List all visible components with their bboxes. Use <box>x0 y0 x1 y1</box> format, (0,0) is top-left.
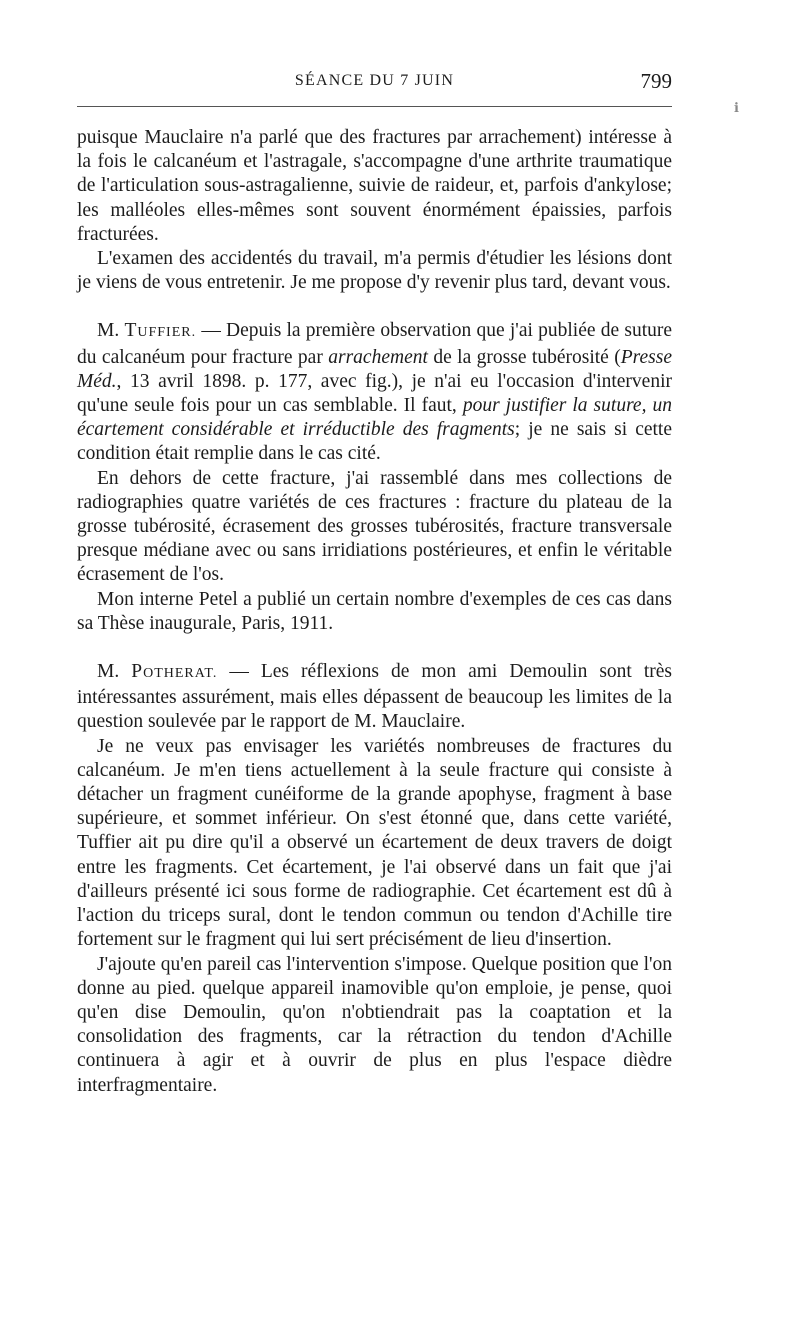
italic-citation: Presse Méd. <box>77 346 672 392</box>
paragraph-4: En dehors de cette fracture, j'ai rassemblé dans mes collections de radiographies quatre variétés de ces fractures : fracture du plateau de la grosse tubérosité, écrasement des grosses tubérosités, fracture transversale presque médiane avec ou sans irridiations postérieures, et enfin le véritable écrasement de l'os. <box>77 467 672 586</box>
speaker-initial-tuffier: M. <box>97 320 120 342</box>
text-segment: ; je ne sais si cette condition était remplie dans le cas cité. <box>77 419 672 465</box>
paragraph-1: puisque Mauclaire n'a parlé que des fractures par arrachement) intéresse à la fois le calcanéum et l'astragale, s'accompagne d'une arthrite traumatique de l'articulation sous-astragalienne, suivie de raideur, et, parfois d'ankylose; les malléoles elles-mêmes sont souvent énormément épaissies, parfois fracturées. <box>77 127 672 245</box>
speaker-name-rest: OTHERAT. <box>143 666 218 682</box>
paragraph-tuffier <box>77 319 672 466</box>
paragraph-potherat <box>77 660 672 735</box>
paragraph-8: J'ajoute qu'en pareil cas l'intervention s'impose. Quelque position que l'on donne au pied. quelque appareil inamovible qu'on emploie, je pense, quoi qu'en dise Demoulin, qu'on n'obtiendrait pas la coaptation et la consolidation des fragments, car la rétraction du tendon d'Achille continuera à agir et à ouvrir de plus en plus l'espace dièdre interfragmentaire. <box>77 953 672 1096</box>
page-body <box>77 126 672 1098</box>
speaker-name-rest: UFFIER. <box>137 325 197 341</box>
running-head: SÉANCE DU 7 JUIN <box>294 72 455 89</box>
paragraph-5: Mon interne Petel a publié un certain nombre d'exemples de ces cas dans sa Thèse inaugurale, Paris, 1911. <box>77 588 672 634</box>
header-rule <box>77 106 672 107</box>
text-segment: — Les réflexions de mon ami Demoulin sont très intéressantes assurément, mais elles dépassent de beaucoup les limites de la question soulevée par le rapport de M. Mauclaire. <box>77 661 673 733</box>
paragraph-7: Je ne veux pas envisager les variétés nombreuses de fractures du calcanéum. Je m'en tiens actuellement à la seule fracture qui consiste à détacher un fragment cunéiforme de la grande apophyse, fragment à base supérieure, et sommet inférieur. On s'est étonné que, dans cette variété, Tuffier ait pu dire qu'il a observé un écartement de deux travers de doigt entre les fragments. Cet écartement, je l'ai observé dans un fait que j'ai d'ailleurs présenté ici sous forme de radiographie. Cet écartement est dû à l'action du triceps sural, dont le tendon commun ou tendon d'Achille tire fortement sur le fragment qui lui sert précisément de lieu d'insertion. <box>77 735 672 951</box>
text-segment: — Depuis la première observation que j'ai publiée de suture du calcanéum pour fracture par <box>77 320 673 368</box>
italic-segment: pour justifier la suture, un écartement considérable et irréductible des fragments <box>77 395 672 441</box>
page-number: 799 <box>640 69 672 93</box>
text-segment: , 13 avril 1898. p. 177, avec fig.), je n'ai eu l'occasion d'intervenir qu'une seule fois pour un cas semblable. Il faut, <box>77 370 672 417</box>
page-header <box>77 69 672 96</box>
italic-segment: arrachement <box>328 346 428 368</box>
speaker-name-first-letter: T <box>124 320 138 342</box>
speaker-name-first-letter: P <box>131 661 144 683</box>
speaker-initial-potherat: M. <box>97 661 120 683</box>
paragraph-2: L'examen des accidentés du travail, m'a permis d'étudier les lésions dont je viens de vous entretenir. Je me propose d'y revenir plus tard, devant vous. <box>77 248 672 294</box>
margin-mark: ℹ <box>734 100 739 115</box>
text-segment: de la grosse tubérosité ( <box>427 346 621 368</box>
speaker-name-tuffier <box>124 320 197 342</box>
speaker-name-potherat <box>131 661 218 683</box>
